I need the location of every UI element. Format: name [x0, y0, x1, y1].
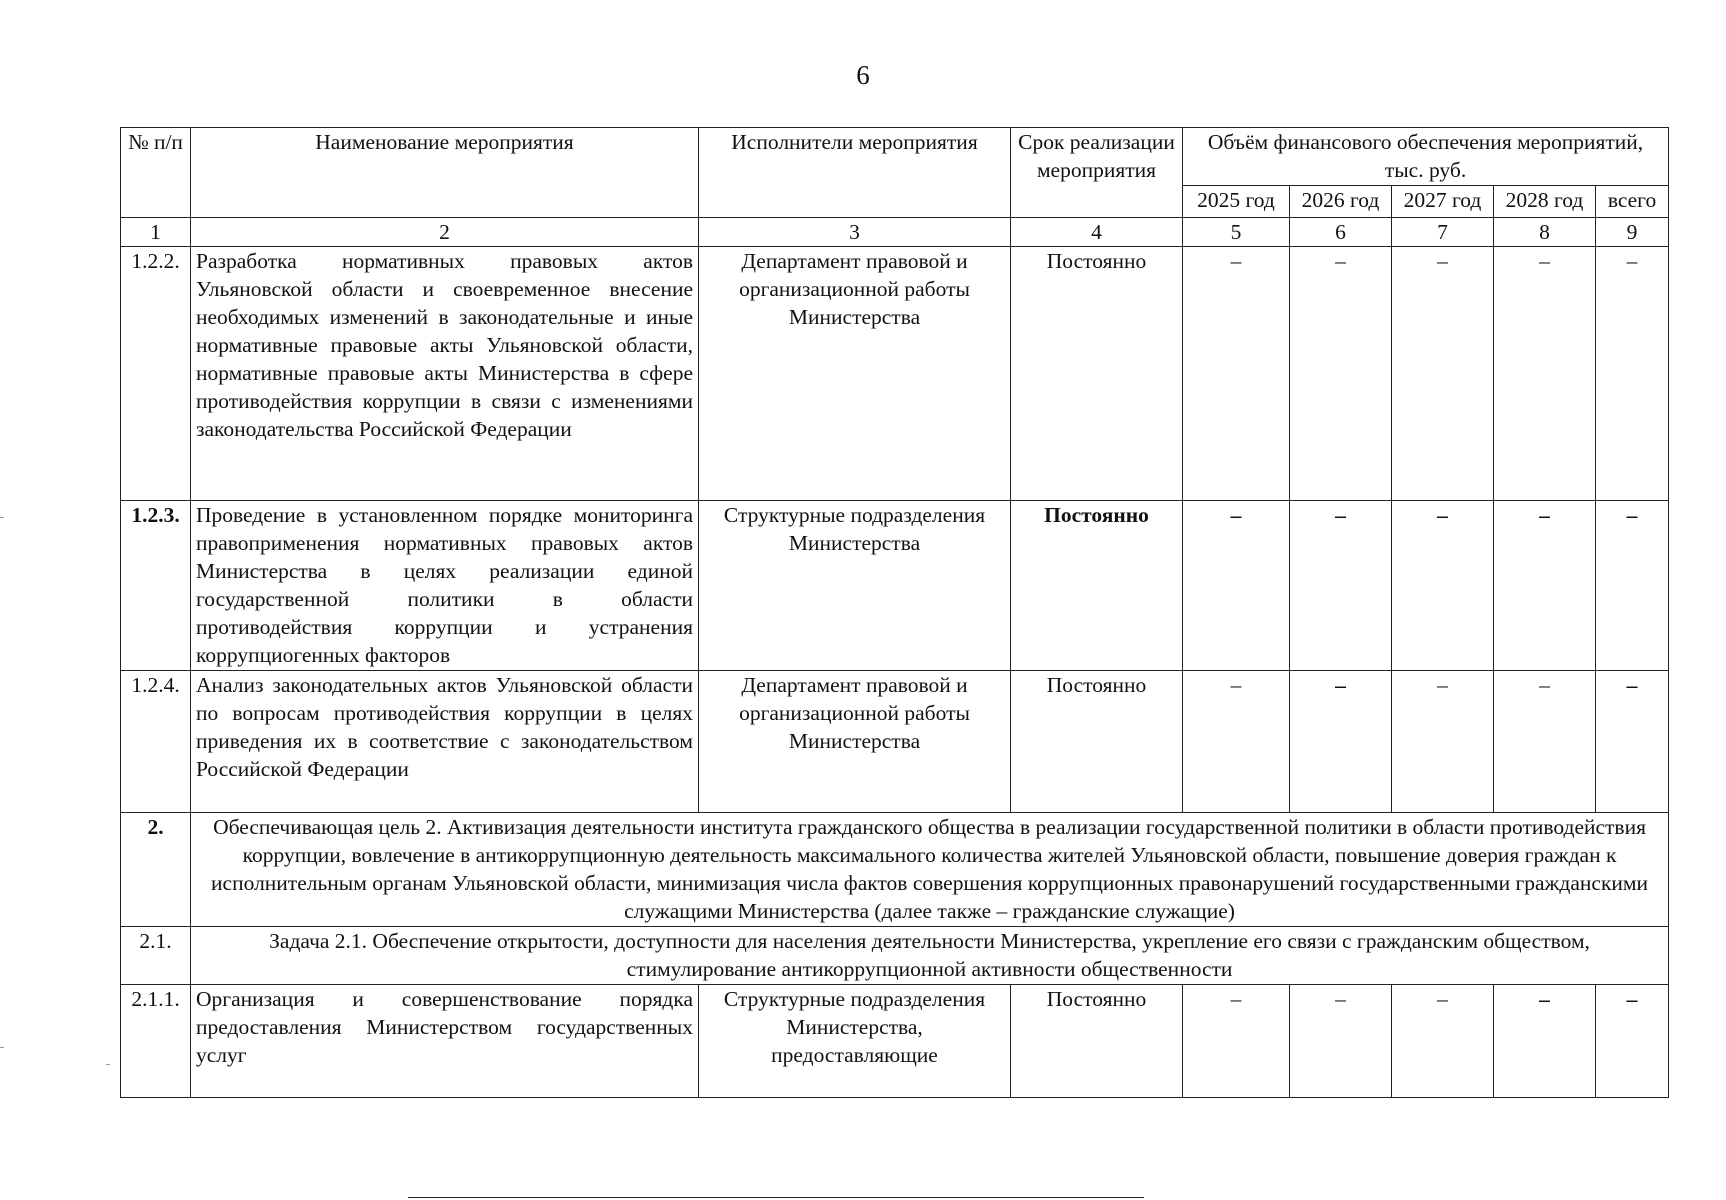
header-year-2028: 2028 год: [1494, 186, 1596, 218]
row-number: 1.2.4.: [121, 671, 191, 813]
col-number: 1: [121, 218, 191, 247]
header-total: всего: [1596, 186, 1669, 218]
scan-mark: [106, 1064, 110, 1065]
value-total: –: [1596, 247, 1669, 501]
col-number: 2: [191, 218, 699, 247]
task-row: [121, 927, 1669, 985]
row-number: 1.2.2.: [121, 247, 191, 501]
col-number: 3: [699, 218, 1011, 247]
header-finance: Объём финансового обеспечения мероприятий, тыс. руб.: [1183, 128, 1669, 186]
col-number: 6: [1290, 218, 1392, 247]
goal-text: Обеспечивающая цель 2. Активизация деятельности института гражданского общества в реализации государственной политики в области противодействия коррупции, вовлечение в антикоррупционную деятельность максимального количества жителей Ульяновской области, повышение доверия граждан к исполнительным органам Ульяновской области, минимизация числа фактов совершения коррупционных правонарушений государственными гражданскими служащими Министерства (далее также – гражданские служащие): [191, 813, 1669, 927]
goal-number: 2.: [121, 813, 191, 927]
table-row: [121, 247, 1669, 501]
value-total: –: [1596, 501, 1669, 671]
measure-executor: Департамент правовой и организационной работы Министерства: [699, 247, 1011, 501]
value-2025: –: [1183, 247, 1290, 501]
value-2028: –: [1494, 671, 1596, 813]
header-term: Срок реализации мероприятия: [1011, 128, 1183, 218]
measure-executor: Структурные подразделения Министерства, предоставляющие: [699, 985, 1011, 1098]
table-row: [121, 985, 1669, 1098]
value-2027: –: [1392, 985, 1494, 1098]
col-number: 7: [1392, 218, 1494, 247]
value-2025: –: [1183, 671, 1290, 813]
table-row: [121, 501, 1669, 671]
measure-executor: Департамент правовой и организационной работы Министерства: [699, 671, 1011, 813]
measure-term: Постоянно: [1011, 985, 1183, 1098]
scan-mark: [0, 517, 4, 518]
measures-table: [120, 127, 1669, 1098]
measure-name: Анализ законодательных актов Ульяновской области по вопросам противодействия коррупции в целях приведения их в соответствие с законодательством Российской Федерации: [191, 671, 699, 813]
value-2025: –: [1183, 501, 1290, 671]
value-2025: –: [1183, 985, 1290, 1098]
value-2027: –: [1392, 501, 1494, 671]
value-total: –: [1596, 985, 1669, 1098]
value-2027: –: [1392, 247, 1494, 501]
task-number: 2.1.: [121, 927, 191, 985]
measure-executor: Структурные подразделения Министерства: [699, 501, 1011, 671]
col-number: 9: [1596, 218, 1669, 247]
value-2026: –: [1290, 671, 1392, 813]
header-year-2025: 2025 год: [1183, 186, 1290, 218]
value-2028: –: [1494, 501, 1596, 671]
measure-name: Проведение в установленном порядке мониторинга правоприменения нормативных правовых актов Министерства в целях реализации единой государственной политики в области противодействия коррупции и устранения коррупциогенных факторов: [191, 501, 699, 671]
col-number: 8: [1494, 218, 1596, 247]
row-number: 2.1.1.: [121, 985, 191, 1098]
value-2026: –: [1290, 247, 1392, 501]
measure-term: Постоянно: [1011, 501, 1183, 671]
header-num: № п/п: [121, 128, 191, 218]
value-2027: –: [1392, 671, 1494, 813]
col-number: 4: [1011, 218, 1183, 247]
measure-term: Постоянно: [1011, 247, 1183, 501]
value-2028: –: [1494, 247, 1596, 501]
scan-mark: [0, 1047, 4, 1048]
page-number: 6: [856, 60, 870, 90]
header-name: Наименование мероприятия: [191, 128, 699, 218]
header-year-2027: 2027 год: [1392, 186, 1494, 218]
footer-rule: [408, 1197, 1144, 1198]
value-2026: –: [1290, 985, 1392, 1098]
col-number: 5: [1183, 218, 1290, 247]
header-year-2026: 2026 год: [1290, 186, 1392, 218]
task-text: Задача 2.1. Обеспечение открытости, доступности для населения деятельности Министерства, укрепление его связи с гражданским обществом, стимулирование антикоррупционной активности общественности: [191, 927, 1669, 985]
goal-row: [121, 813, 1669, 927]
table-row: [121, 671, 1669, 813]
header-executors: Исполнители мероприятия: [699, 128, 1011, 218]
row-number: 1.2.3.: [121, 501, 191, 671]
value-2026: –: [1290, 501, 1392, 671]
measure-term: Постоянно: [1011, 671, 1183, 813]
value-total: –: [1596, 671, 1669, 813]
measure-name: Организация и совершенствование порядка предоставления Министерством государственных услуг: [191, 985, 699, 1098]
value-2028: –: [1494, 985, 1596, 1098]
measure-name: Разработка нормативных правовых актов Ульяновской области и своевременное внесение необходимых изменений в законодательные и иные нормативные правовые акты Ульяновской области, нормативные правовые акты Министерства в сфере противодействия коррупции в связи с изменениями законодательства Российской Федерации: [191, 247, 699, 501]
